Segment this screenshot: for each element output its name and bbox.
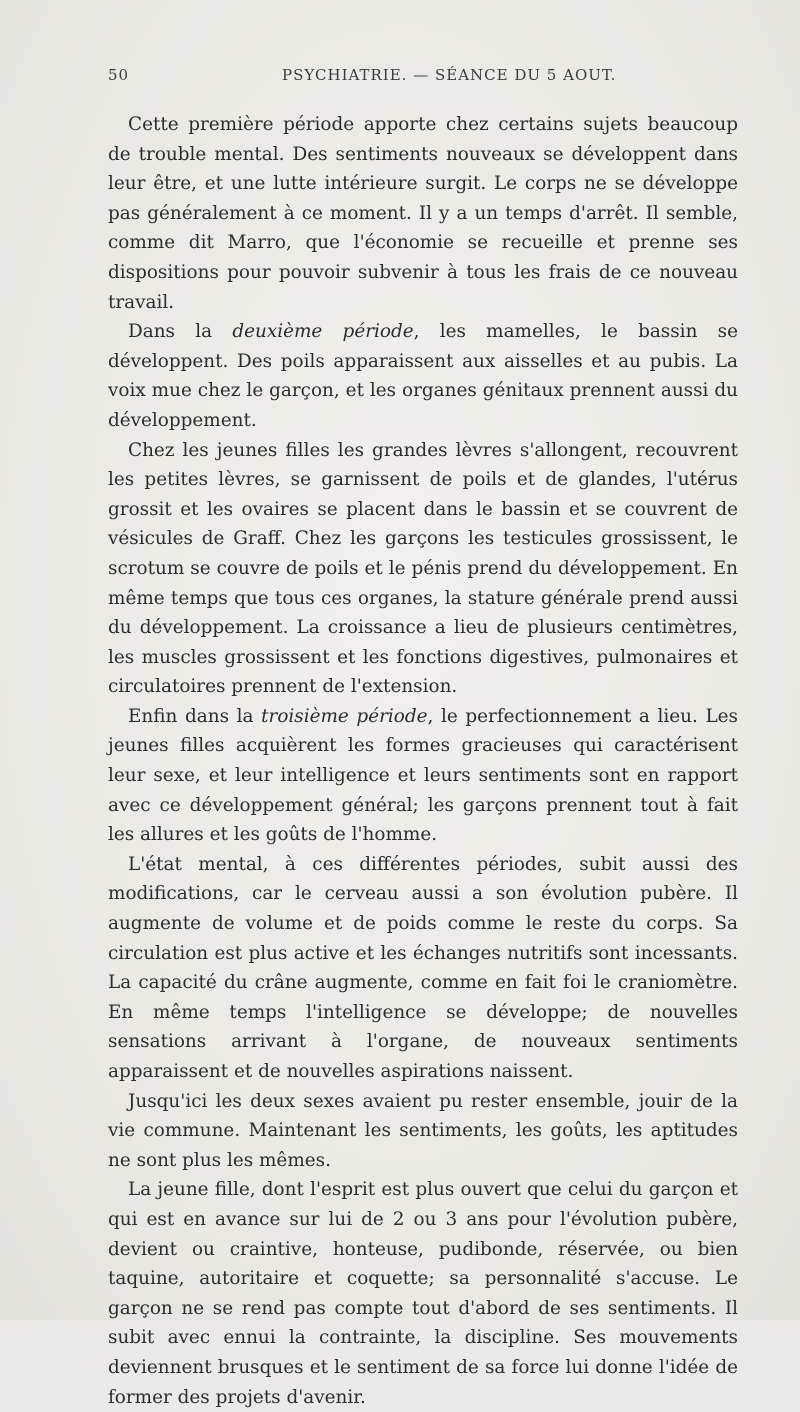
paragraph-4: Enfin dans la troisième période, le perfectionnement a lieu. Les jeunes filles acquièrent les formes gracieuses qui caractérisent leur sexe, et leur intelligence et leurs sentiments sont en rapport avec ce développement général; les garçons prennent tout à fait les allures et les goûts de l'homme.	[108, 705, 738, 846]
emphasis-troisieme-periode: troisième période	[261, 705, 428, 727]
paragraph-6: Jusqu'ici les deux sexes avaient pu rester ensemble, jouir de la vie commune. Maintenant les sentiments, les goûts, les aptitudes ne sont plus les mêmes.	[108, 1090, 738, 1171]
page-number: 50	[108, 66, 130, 84]
running-header	[108, 66, 738, 88]
body-text	[108, 110, 738, 1412]
running-title: PSYCHIATRIE. — SÉANCE DU 5 AOUT.	[282, 66, 617, 84]
paragraph-3: Chez les jeunes filles les grandes lèvres s'allongent, recouvrent les petites lèvres, se garnissent de poils et de glandes, l'utérus grossit et les ovaires se placent dans le bassin et se couvrent de vésicules de Graff. Chez les garçons les testicules grossissent, le scrotum se couvre de poils et le pénis prend du développement. En même temps que tous ces organes, la stature générale prend aussi du développement. La croissance a lieu de plusieurs centimètres, les muscles grossissent et les fonctions digestives, pulmonaires et circulatoires prennent de l'extension.	[108, 439, 738, 698]
emphasis-deuxieme-periode: deuxième période	[232, 321, 414, 343]
paragraph-1: Cette première période apporte chez certains sujets beaucoup de trouble mental. Des sentiments nouveaux se développent dans leur être, et une lutte intérieure surgit. Le corps ne se développe pas généralement à ce moment. Il y a un temps d'arrêt. Il semble, comme dit Marro, que l'économie se recueille et prenne ses dispositions pour pouvoir subvenir à tous les frais de ce nouveau travail.	[108, 114, 738, 313]
paragraph-7: La jeune fille, dont l'esprit est plus ouvert que celui du garçon et qui est en avance sur lui de 2 ou 3 ans pour l'évolution pubère, devient ou craintive, honteuse, pudibonde, réservée, ou bien taquine, autoritaire et coquette; sa personnalité s'accuse. Le garçon ne se rend pas compte tout d'abord de ses sentiments. Il subit avec ennui la contrainte, la discipline. Ses mouvements deviennent brusques et le sentiment de sa force lui donne l'idée de former des projets d'avenir.	[108, 1179, 738, 1408]
paragraph-5: L'état mental, à ces différentes périodes, subit aussi des modifications, car le cerveau aussi a son évolution pubère. Il augmente de volume et de poids comme le reste du corps. Sa circulation est plus active et les échanges nutritifs sont incessants. La capacité du crâne augmente, comme en fait foi le craniomètre. En même temps l'intelligence se développe; de nouvelles sensations arrivant à l'organe, de nouveaux sentiments apparaissent et de nouvelles aspirations naissent.	[108, 853, 738, 1082]
paragraph-2: Dans la deuxième période, les mamelles, le bassin se développent. Des poils apparaissent aux aisselles et au pubis. La voix mue chez le garçon, et les organes génitaux prennent aussi du développement.	[108, 321, 738, 431]
